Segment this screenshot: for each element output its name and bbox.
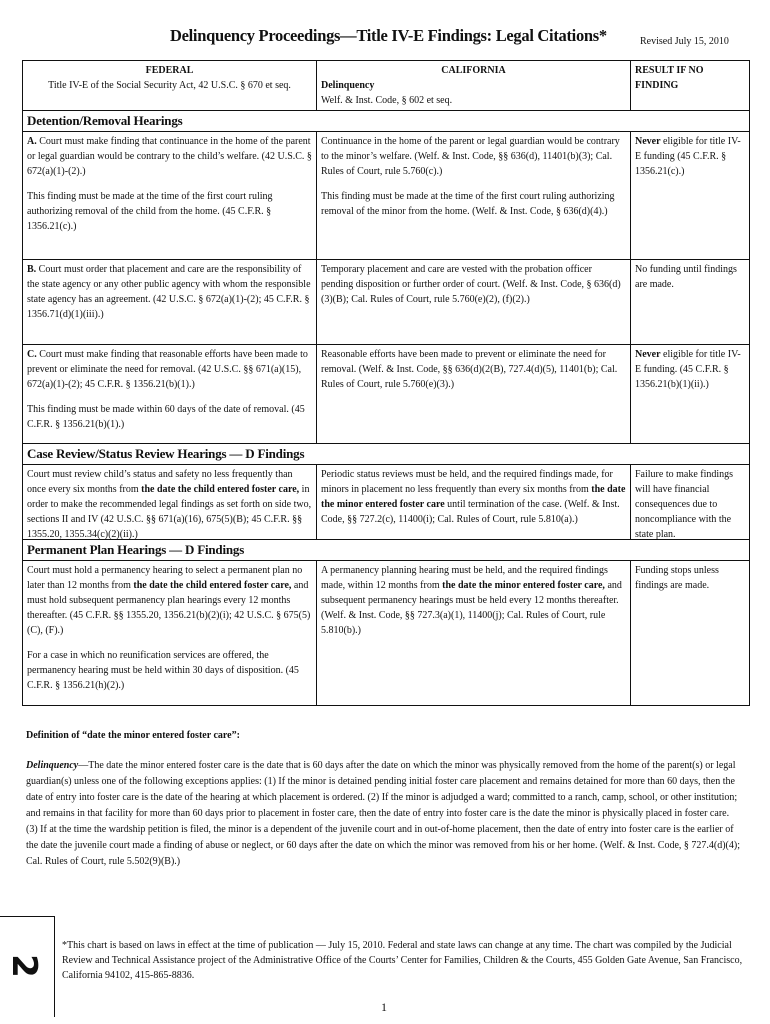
federal-label: FEDERAL <box>145 65 194 76</box>
definition-heading: Definition of “date the minor entered foster care”: <box>26 730 240 741</box>
definition-body: Delinquency—The date the minor entered foster care is the date that is 60 days after the date on which the minor was physically removed from the home of the parent(s) or legal guardian(s) unless one of the following exceptions applies: (1) If the minor is detained pending initial foster care placement and remains detained for more than 60 days, then the date of entry into foster care is the date of the hearing at which placement is ordered. (2) If the minor is adjudged a ward; committed to a ranch, camp, school, or other institution; and remains in that facility for more than 60 days prior to placement in foster care, then the date of entry into foster care is the date the minor is physically placed in foster care. (3) If at the time the wardship petition is filed, the minor is a dependent of the juvenile court and in out-of-home placement, then the date of entry into foster care is the earlier of the date the juvenile court made a finding of abuse or neglect, or 60 days after the date on which the minor was removed from his or her home. (Welf. & Inst. Code, § 727.4(d)(4); Cal. Rules of Court, rule 5.502(9)(B).) <box>26 760 740 867</box>
table-row: C. Court must make finding that reasonable efforts have been made to prevent or eliminate the need for removal. (42 U.S.C. §§ 671(a)(15), 672(a)(1)-(2); 45 C.F.R. § 1356.21(b)(1).) This finding must be made within 60 days of the date of removal. (45 C.F.R. § 1356.21(b)(1).) Reasonable efforts have been made to prevent or eliminate the need for removal. (Welf. & Inst. Code, §§ 636(d)(2(B), 727.4(d)(5), 11401(b); Cal. Rules of Court, rule 5.760(e)(3).) Never eligible for title IV-E funding. (45 C.F.R. § 1356.21(b)(1)(ii).) <box>23 344 749 443</box>
federal-header <box>23 61 317 110</box>
page-title: Delinquency Proceedings—Title IV-E Findings: Legal Citations* <box>170 26 607 45</box>
california-label: CALIFORNIA <box>441 65 506 76</box>
revised-date: Revised July 15, 2010 <box>640 36 729 47</box>
table-row: Court must review child’s status and safety no less frequently than once every six months from the date the child entered foster care, in order to make the recommended legal findings as set forth on side two, sections II and IV (42 U.S.C. §§ 671(a)(16), 675(5)(B); 45 C.F.R. §§ 1355.20, 1355.34(c)(2)(ii).) Periodic status reviews must be held, and the required findings made, for minors in placement no less frequently than every six months from the date the minor entered foster care until termination of the case. (Welf. & Inst. Code, §§ 727.2(c), 11400(i); Cal. Rules of Court, rule 5.810(a).) Failure to make findings will have financial consequences due to noncompliance with the state plan. <box>23 464 749 539</box>
definition-block <box>26 728 742 870</box>
section-case-review: Case Review/Status Review Hearings — D Findings <box>23 443 749 464</box>
footnote: *This chart is based on laws in effect at the time of publication — July 15, 2010. Federal and state laws can change at any time. The chart was compiled by the Judicial Review and Technical Assistance project of the Administrative Office of the Courts’ Center for Families, Children & the Courts, 455 Golden Gate Avenue, San Francisco, California 94102, 415-865-8836. <box>62 940 743 981</box>
table-row: Court must hold a permanency hearing to select a permanent plan no later than 12 months from the date the child entered foster care, and must hold subsequent permanency plan hearings every 12 months thereafter. (45 C.F.R. §§ 1355.20, 1356.21(b)(2)(i); 42 U.S.C. § 675(5)(C), (F).) For a case in which no reunification services are offered, the permanency hearing must be held within 30 days of disposition. (45 C.F.R. § 1356.21(h)(2).) A permanency planning hearing must be held, and the required findings made, within 12 months from the date the minor entered foster care, and subsequent permanency hearings must be held every 12 months thereafter. (Welf. & Inst. Code, §§ 727.3(a)(1), 11400(j); Cal. Rules of Court, rule 5.810(b).) Funding stops unless findings are made. <box>23 560 749 705</box>
side-number: 2 <box>3 954 44 978</box>
citations-table <box>22 60 750 706</box>
california-header <box>317 61 631 110</box>
section-permanent: Permanent Plan Hearings — D Findings <box>23 539 749 560</box>
definition-term: Delinquency <box>26 760 79 771</box>
table-row: B. Court must order that placement and care are the responsibility of the state agency or any other public agency with whom the responsible state agency has an agreement. (42 U.S.C. § 672(a)(1)-(2); 45 C.F.R. § 1356.71(d)(1)(iii).) Temporary placement and care are vested with the probation officer pending disposition or further order of court. (Welf. & Inst. Code, § 636(d)(3)(B); Cal. Rules of Court, rule 5.760(e)(2), (f)(2).) No funding until findings are made. <box>23 259 749 344</box>
section-detention: Detention/Removal Hearings <box>23 110 749 131</box>
result-header <box>631 61 749 110</box>
table-header <box>23 61 749 110</box>
california-bold: Delinquency <box>321 80 375 91</box>
federal-text: Title IV-E of the Social Security Act, 42 U.S.C. § 670 et seq. <box>48 80 291 91</box>
result-label: RESULT IF NO FINDING <box>635 65 704 91</box>
california-text: Welf. & Inst. Code, § 602 et seq. <box>321 95 453 106</box>
table-row: A. Court must make finding that continuance in the home of the parent or legal guardian would be contrary to the child’s welfare. (42 U.S.C. § 672(a)(1)-(2).) This finding must be made at the time of the first court ruling authorizing removal of the child from the home. (45 C.F.R. § 1356.21(c).) Continuance in the home of the parent or legal guardian would be contrary to the minor’s welfare. (Welf. & Inst. Code, §§ 636(d), 11401(b)(3); Cal. Rules of Court, rule 5.760(c).) This finding must be made at the time of the first court ruling authorizing removal of the minor from the home. (Welf. & Inst. Code, § 636(d)(4).) Never eligible for title IV-E funding (45 C.F.R. § 1356.21(c).) <box>23 131 749 259</box>
page-number: 1 <box>381 1000 387 1014</box>
